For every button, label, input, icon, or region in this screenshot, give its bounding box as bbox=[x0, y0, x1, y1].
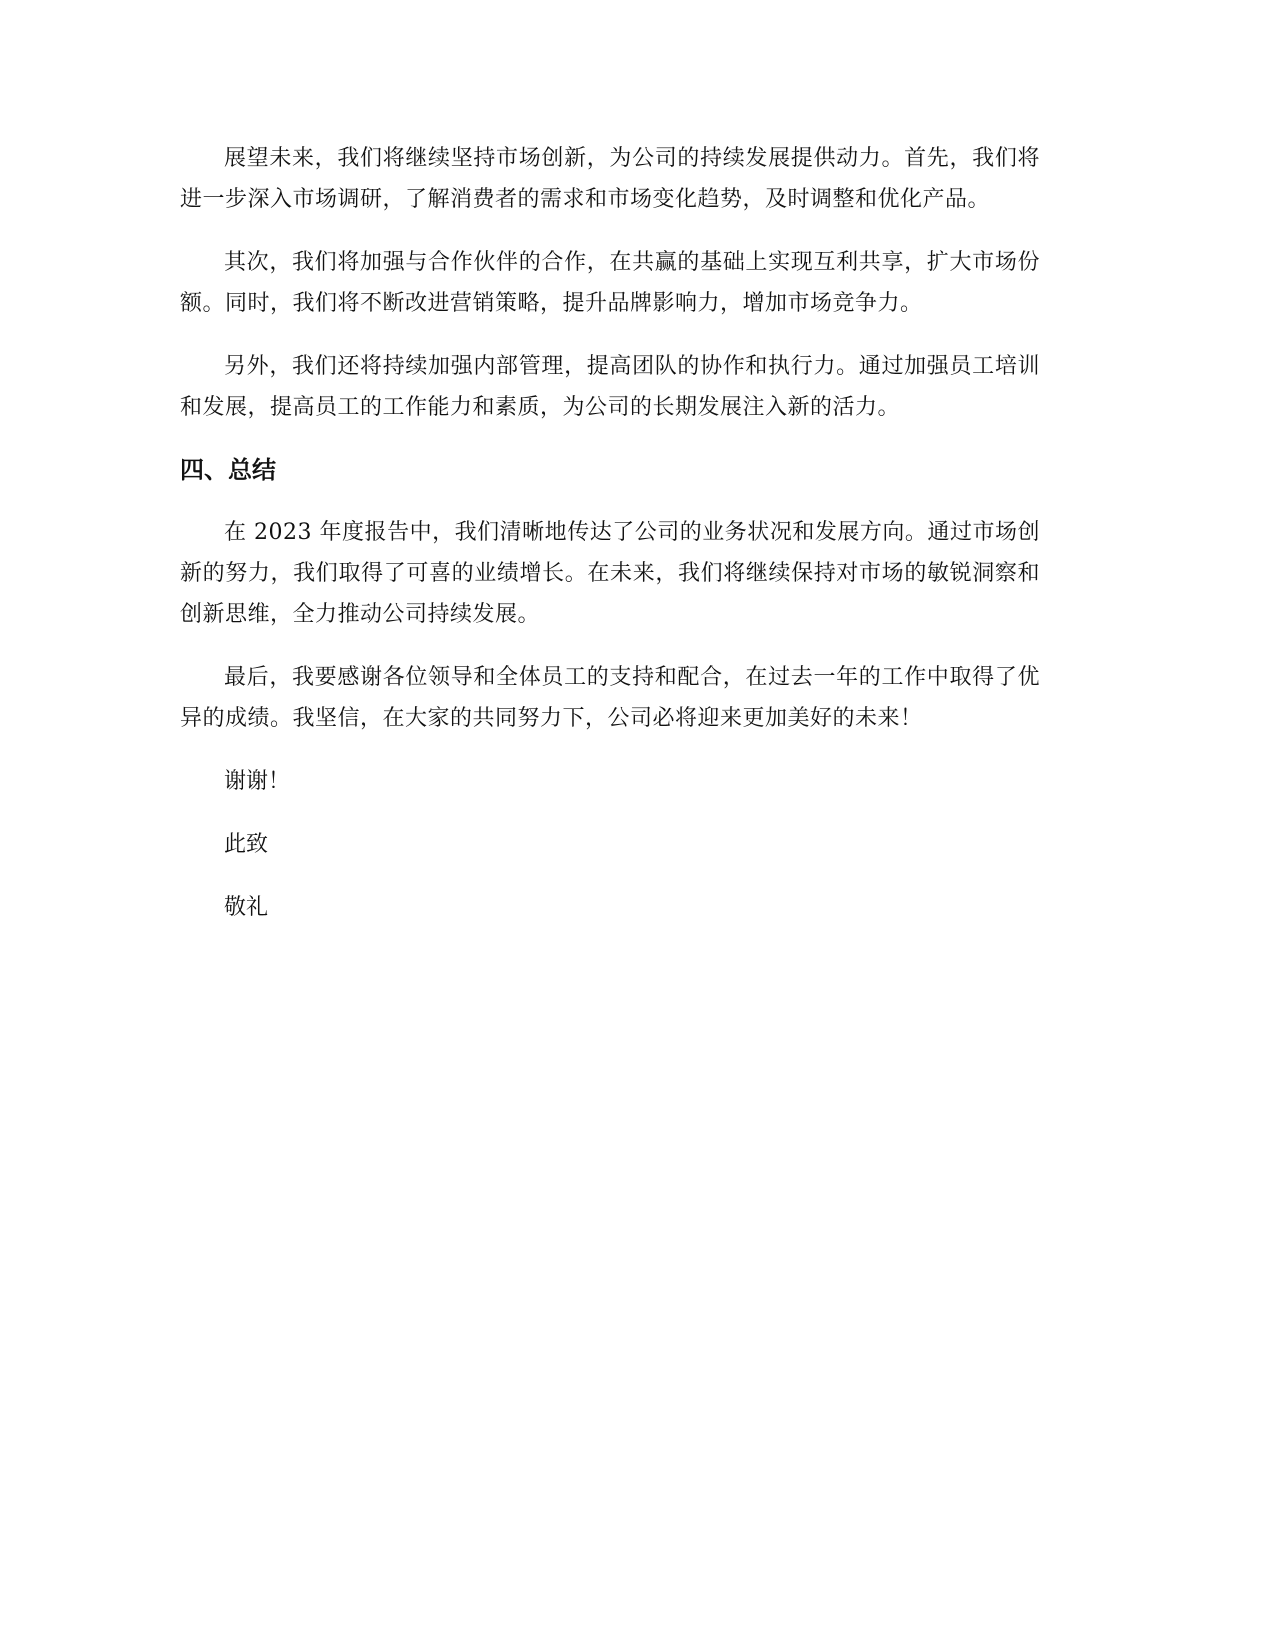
paragraph-summary: 在 2023 年度报告中，我们清晰地传达了公司的业务状况和发展方向。通过市场创新的努力，我们取得了可喜的业绩增长。在未来，我们将继续保持对市场的敏锐洞察和创新思维，全力推动公司持续发展。 bbox=[180, 520, 1040, 627]
paragraph-outlook: 展望未来，我们将继续坚持市场创新，为公司的持续发展提供动力。首先，我们将进一步深入市场调研，了解消费者的需求和市场变化趋势，及时调整和优化产品。 bbox=[180, 146, 1040, 212]
document-page bbox=[180, 138, 1040, 950]
closing-thanks: 谢谢！ bbox=[224, 769, 291, 794]
closing-regards-1: 此致 bbox=[224, 832, 269, 857]
closing-regards-2: 敬礼 bbox=[224, 895, 269, 920]
paragraph-management: 另外，我们还将持续加强内部管理，提高团队的协作和执行力。通过加强员工培训和发展，提高员工的工作能力和素质，为公司的长期发展注入新的活力。 bbox=[180, 354, 1040, 420]
paragraph-thanks-staff: 最后，我要感谢各位领导和全体员工的支持和配合，在过去一年的工作中取得了优异的成绩。我坚信，在大家的共同努力下，公司必将迎来更加美好的未来！ bbox=[180, 665, 1040, 731]
section-heading-summary: 四、总结 bbox=[180, 456, 276, 484]
paragraph-partnership: 其次，我们将加强与合作伙伴的合作，在共赢的基础上实现互利共享，扩大市场份额。同时，我们将不断改进营销策略，提升品牌影响力，增加市场竞争力。 bbox=[180, 250, 1040, 316]
